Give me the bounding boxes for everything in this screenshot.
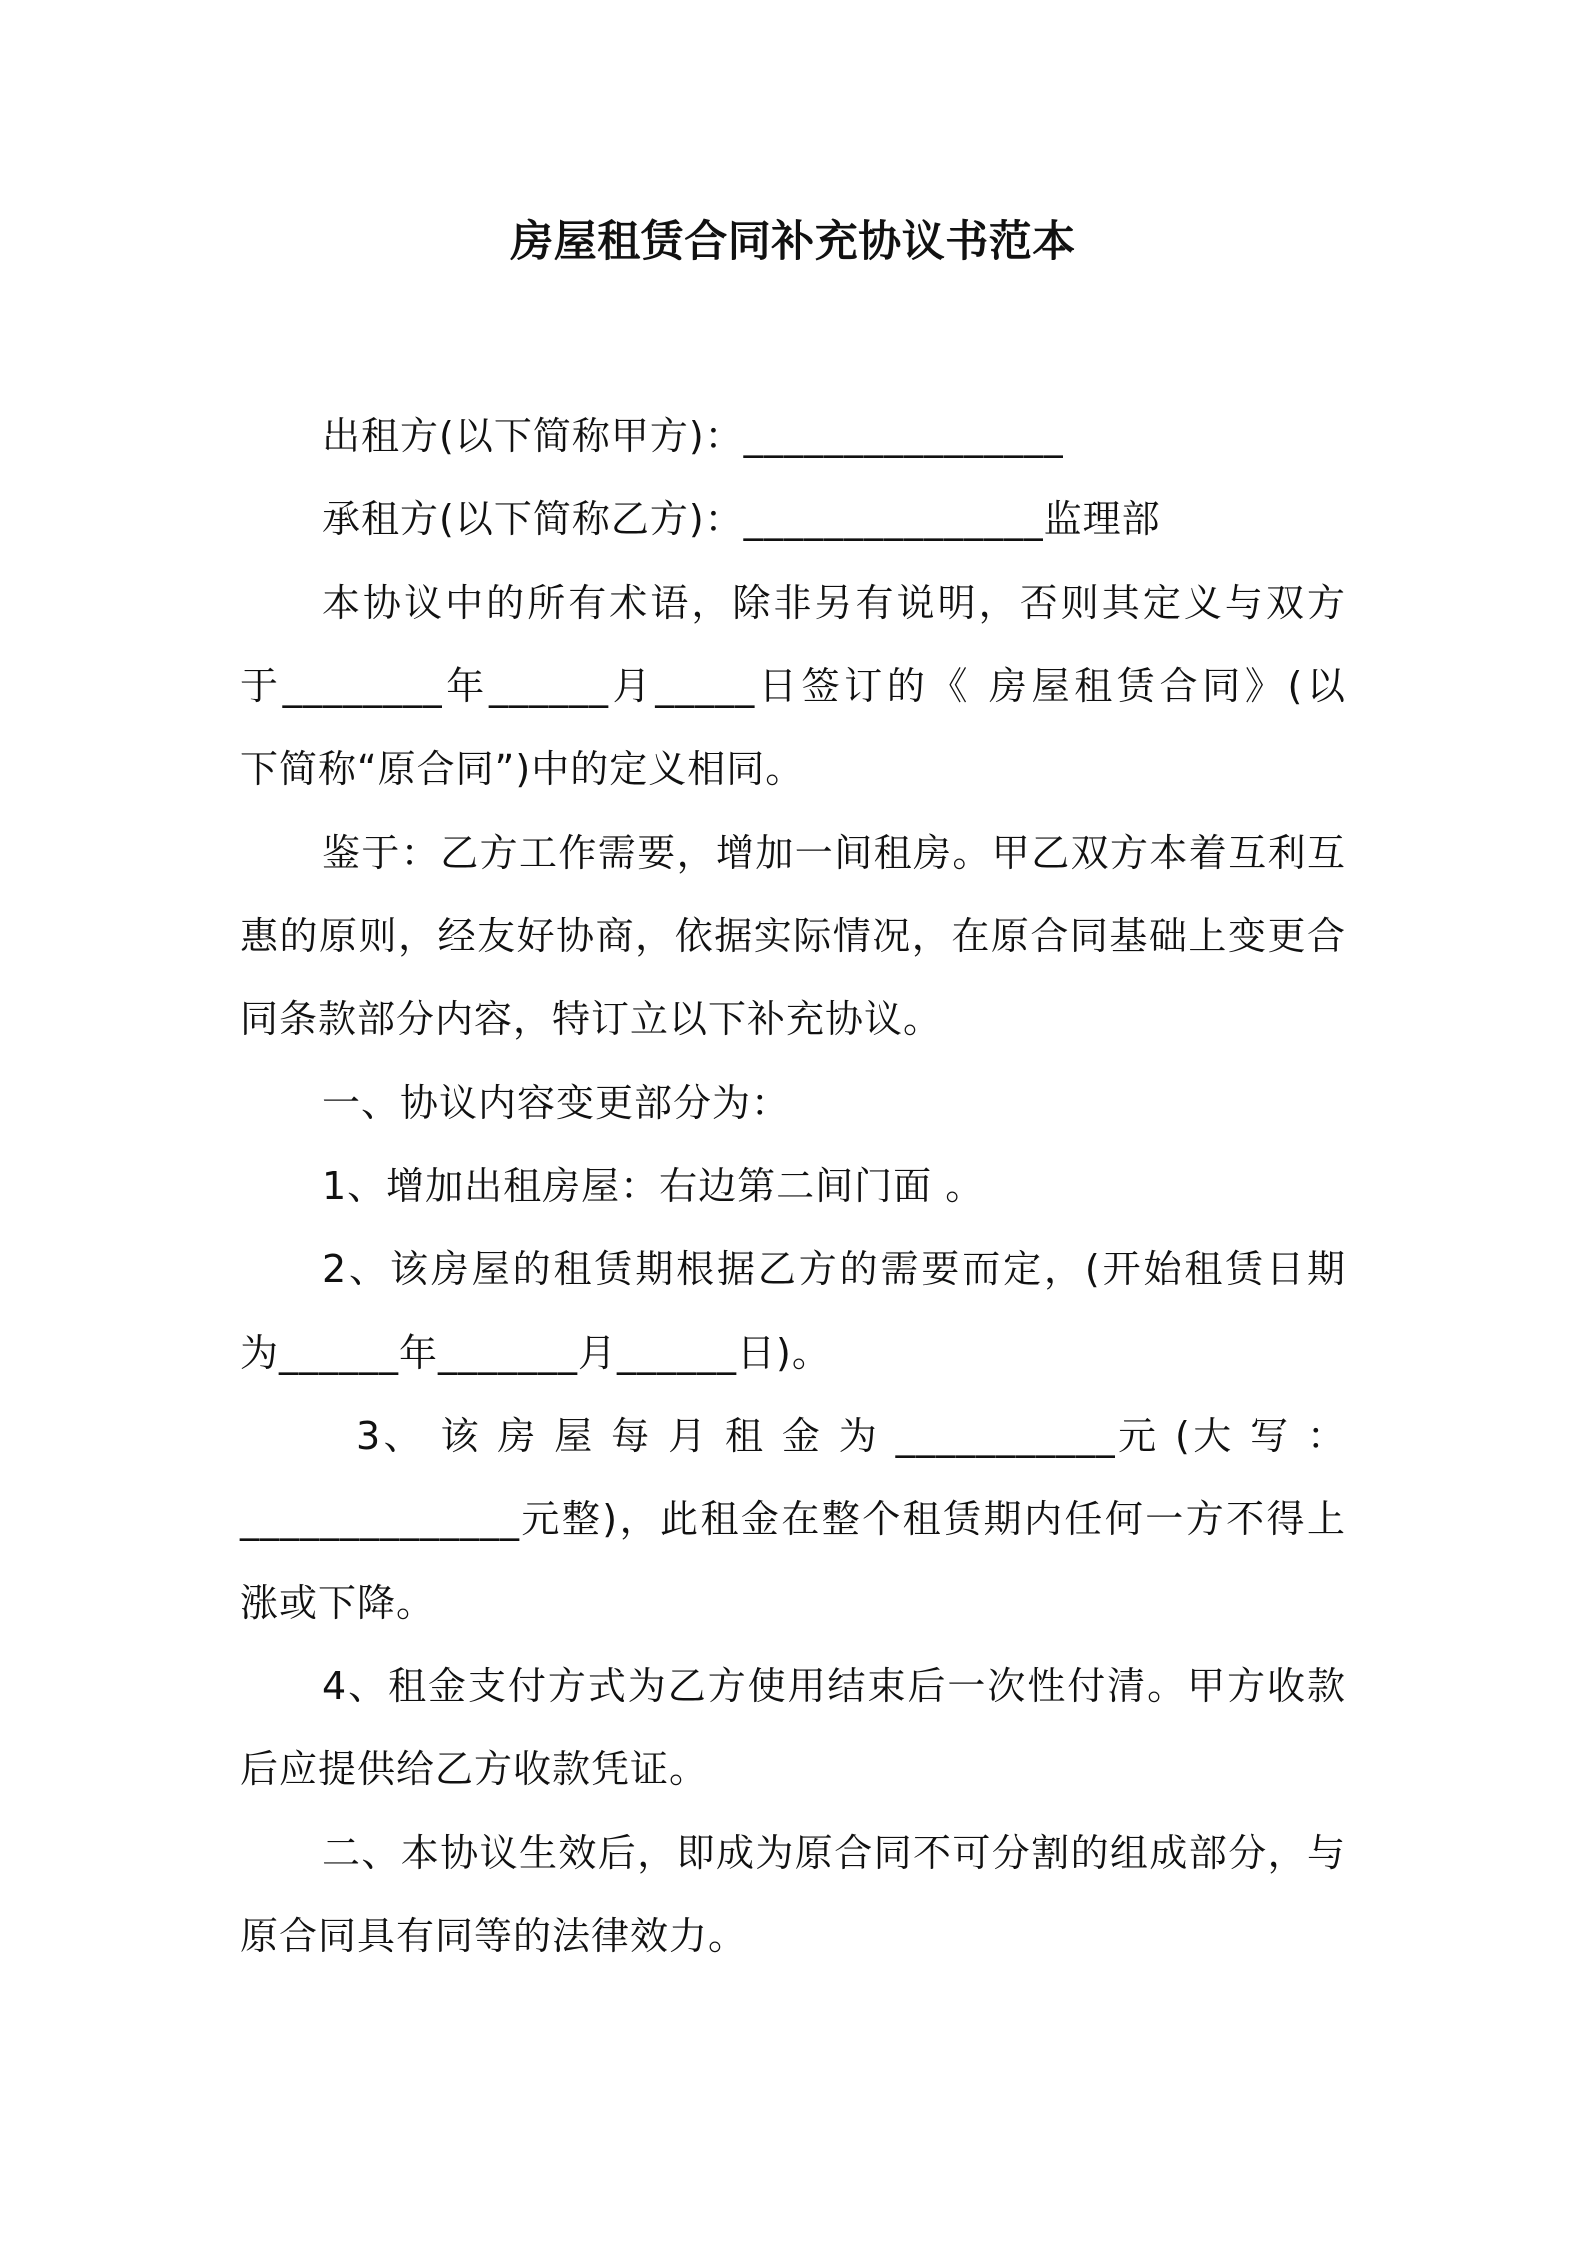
item-3-line-1: 3、 该 房 屋 每 月 租 金 为 ___________元 (大 写 ： [356, 1414, 1346, 1458]
item-1-line: 1、增加出租房屋：右边第二间门面 。 [322, 1164, 985, 1208]
paragraph-whereas-line-1: 鉴于：乙方工作需要，增加一间租房。甲乙双方本着互利互 [322, 831, 1346, 875]
paragraph-whereas-line-2: 惠的原则，经友好协商，依据实际情况，在原合同基础上变更合 [240, 914, 1346, 958]
item-4-line-1: 4、租金支付方式为乙方使用结束后一次性付清。甲方收款 [322, 1664, 1346, 1708]
lessor-line: 出租方(以下简称甲方)：________________ [322, 414, 1064, 458]
paragraph-whereas-line-3: 同条款部分内容，特订立以下补充协议。 [240, 997, 943, 1041]
lessee-line: 承租方(以下简称乙方)：_______________监理部 [322, 497, 1161, 541]
item-3-line-3: 涨或下降。 [240, 1581, 436, 1625]
item-2-line-1: 2、该房屋的租赁期根据乙方的需要而定，(开始租赁日期 [322, 1247, 1346, 1291]
item-4-line-2: 后应提供给乙方收款凭证。 [240, 1747, 709, 1791]
item-2-line-2: 为______年_______月______日)。 [240, 1331, 831, 1375]
section-one-heading: 一、协议内容变更部分为： [322, 1081, 791, 1125]
section-two-line-1: 二、本协议生效后，即成为原合同不可分割的组成部分，与 [322, 1831, 1346, 1875]
section-two-line-2: 原合同具有同等的法律效力。 [240, 1914, 748, 1958]
paragraph-terms-line-3: 下简称“原合同”)中的定义相同。 [240, 747, 805, 791]
document-title: 房屋租赁合同补充协议书范本 [510, 217, 1076, 267]
paragraph-terms-line-2: 于________年______月_____日签订的《 房屋租赁合同》(以 [240, 664, 1346, 708]
paragraph-terms-line-1: 本协议中的所有术语，除非另有说明，否则其定义与双方 [322, 581, 1346, 625]
item-3-line-2: ______________元整)，此租金在整个租赁期内任何一方不得上 [240, 1497, 1346, 1541]
